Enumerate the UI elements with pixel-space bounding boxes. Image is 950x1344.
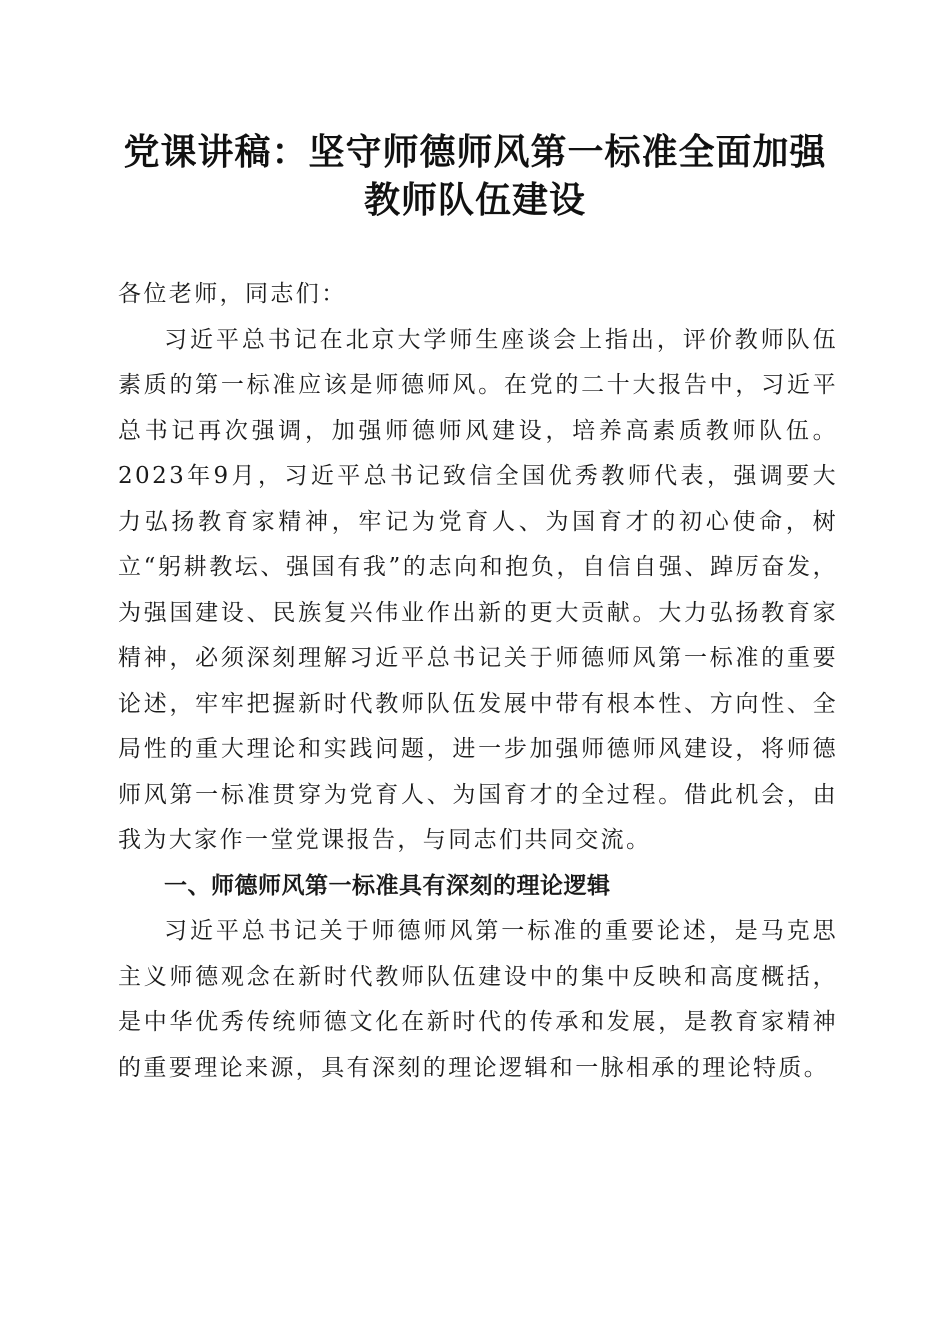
document-title: 党课讲稿：坚守师德师风第一标准全面加强教师队伍建设 — [123, 131, 827, 221]
paragraph-intro: 习近平总书记在北京大学师生座谈会上指出，评价教师队伍素质的第一标准应该是师德师风。在党的二十大报告中，习近平总书记再次强调，加强师德师风建设，培养高素质教师队伍。2023年9月，习近平总书记致信全国优秀教师代表，强调要大力弘扬教育家精神，牢记为党育人、为国育才的初心使命，树立“躬耕教坛、强国有我”的志向和抱负，自信自强、踔厉奋发，为强国建设、民族复兴伟业作出新的更大贡献。大力弘扬教育家精神，必须深刻理解习近平总书记关于师德师风第一标准的重要论述，牢牢把握新时代教师队伍发展中带有根本性、方向性、全局性的重大理论和实践问题，进一步加强师德师风建设，将师德师风第一标准贯穿为党育人、为国育才的全过程。借此机会，由我为大家作一堂党课报告，与同志们共同交流。 — [118, 326, 838, 853]
section-heading-1: 一、师德师风第一标准具有深刻的理论逻辑 — [164, 872, 611, 899]
paragraph-section-1: 习近平总书记关于师德师风第一标准的重要论述，是马克思主义师德观念在新时代教师队伍建设中的集中反映和高度概括，是中华优秀传统师德文化在新时代的传承和发展，是教育家精神的重要理论来源，具有深刻的理论逻辑和一脉相承的理论特质。 — [118, 918, 838, 1081]
salutation: 各位老师，同志们： — [118, 281, 347, 307]
document-body — [118, 272, 838, 1091]
